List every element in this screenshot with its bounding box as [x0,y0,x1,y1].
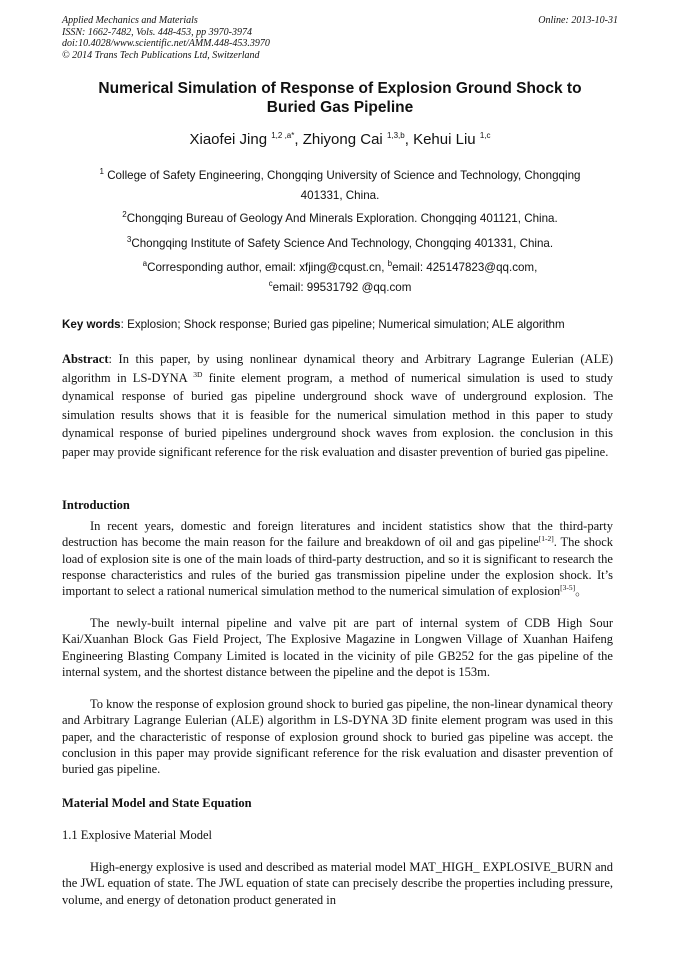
material-paragraph-1: High-energy explosive is used and described as material model MAT_HIGH_ EXPLOSIVE_BURN and the JWL equation of state. The JWL equation of state can precisely describe the properties including pressure, volume, and energy of detonation product generated in [62,860,613,907]
author-3: Kehui Liu [413,131,476,148]
author-list: Xiaofei Jing $^{1,2 ,a*}$, Zhiyong Cai $^{1,3,b}$, Kehui Liu $^{1,c}$ [189,131,491,148]
affiliation-2: $^2$Chongqing Bureau of Geology And Minerals Exploration. Chongqing 401121, China. [122,210,558,225]
material-model-heading: Material Model and State Equation [62,796,252,810]
keywords [62,317,618,333]
citation-3-5[interactable]: [3-5] [560,583,576,593]
author-1-affiliation: 1,2 ,a* [271,131,295,140]
citation-1-2[interactable]: [1-2] [538,534,554,544]
author-2: Zhiyong Cai [302,131,383,148]
keywords-text: : Explosion; Shock response; Buried gas pipeline; Numerical simulation; ALE algorithm [120,318,565,331]
online-date: Online: 2013-10-31 [538,15,618,26]
author-1: Xiaofei Jing [189,131,268,148]
author-emails: $^a$Corresponding author, email: xfjing@cqust.cn, $^b$email: 425147823@qq.com, $^c$email: 99531792 @qq.com [142,259,538,294]
introduction-paragraph-1: In recent years, domestic and foreign literatures and incident statistics show that the third-party destruction has become the main reason for the failure and breakdown of oil and gas pipeline[1-2]. The shock load of explosion site is one of the main loads of third-party destruction, and so it is significant to research the response characteristics and rules of the buried gas transmission pipeline under the explosion shock. It’s important to select a rational numerical simulation method to the numerical simulation of explosion[3-5]。 [62,519,613,599]
explosive-material-subheading: 1.1 Explosive Material Model [62,828,212,842]
introduction-paragraph-2: The newly-built internal pipeline and valve pit are part of internal system of CDB High Sour Kai/Xuanhan Block Gas Field Project, The Explosive Magazine in Longwen Village of Xuanhan Haifeng Engineering Blasting Company Limited is located in the vicinity of pile GB252 for the gas pipeline of the internal system, and the shortest distance between the pipeline and the depot is 153m. [62,616,613,679]
introduction-paragraph-3: To know the response of explosion ground shock to buried gas pipeline, the non-linear dynamical theory and Arbitrary Lagrange Eulerian (ALE) algorithm in LS-DYNA 3D finite element program was used in this paper, and the characteristic of response of explosion ground shock to buried gas pipeline was accept. the conclusion in this paper may provide significant reference for the risk evaluation and disaster prevention of buried gas pipeline. [62,697,613,777]
title-line-1: Numerical Simulation of Response of Explosion Ground Shock to [98,80,582,97]
email-corresponding[interactable]: Corresponding author, email: xfjing@cqust.cn, [147,261,388,274]
abstract: Abstract: In this paper, by using nonlinear dynamical theory and Arbitrary Lagrange Eulerian (ALE) algorithm in LS-DYNA $^{3D}$ finite element program, a method of numerical simulation is used to study dynamical response of buried gas pipeline underground shock wave of underground explosion. The simulation results shows that it is feasible for the numerical simulation method in this paper to study dynamical response of buried pipelines underground shock waves from explosion. the conclusion in this paper may provide significant reference for the risk evaluation and disaster prevention of buried gas pipeline. [62,352,613,459]
title-line-2: Buried Gas Pipeline [266,99,414,116]
affiliation-1: $^1$ College of Safety Engineering, Chongqing University of Science and Technology, Chongqing 401331, China. [99,167,581,202]
introduction-heading: Introduction [62,498,130,512]
doi-line: doi:10.4028/www.scientific.net/AMM.448-453.3970 [62,38,270,50]
author-3-affiliation: 1,c [479,131,491,140]
copyright-line: © 2014 Trans Tech Publications Ltd, Switzerland [62,49,260,61]
affiliation-3: $^3$Chongqing Institute of Safety Science And Technology, Chongqing 401331, China. [126,235,554,250]
email-c[interactable]: email: 99531792 @qq.com [272,280,412,294]
journal-name: Applied Mechanics and Materials [62,15,198,26]
email-b[interactable]: email: 425147823@qq.com, [392,261,538,274]
keywords-label: Key words [62,318,121,331]
paper-title [62,79,618,117]
author-2-affiliation: 1,3,b [386,131,405,140]
journal-header [62,15,618,61]
abstract-label: Abstract [62,352,109,366]
issn-line: ISSN: 1662-7482, Vols. 448-453, pp 3970-3974 [62,26,252,38]
